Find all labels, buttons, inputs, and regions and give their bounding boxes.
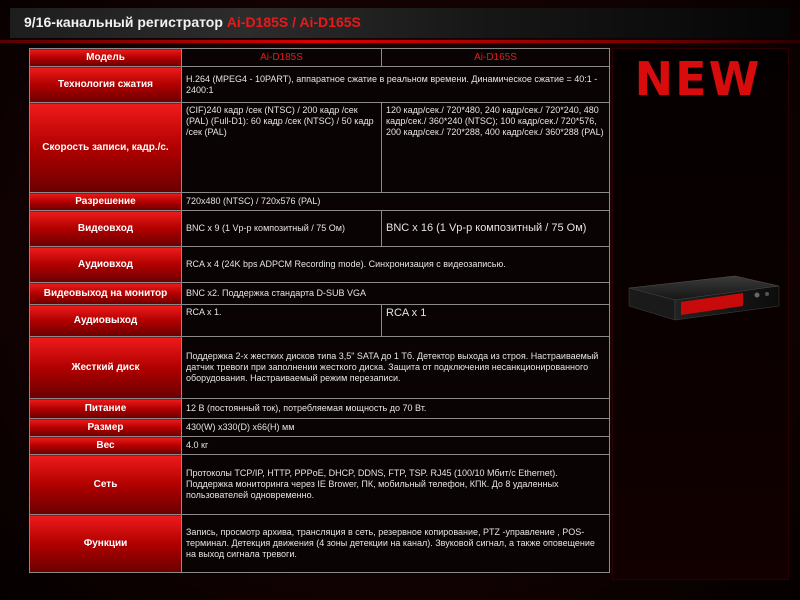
- row-network: [30, 455, 610, 515]
- row-size: [30, 419, 610, 437]
- title-prefix: 9/16-канальный регистратор: [24, 14, 227, 30]
- row-label: Вес: [30, 437, 182, 455]
- row-value-model-1: RCA x 1.: [182, 305, 382, 337]
- header-divider: [0, 40, 800, 43]
- row-value: 720x480 (NTSC) / 720x576 (PAL): [182, 193, 610, 211]
- row-functions: [30, 515, 610, 573]
- row-value-model-2: RCA x 1: [382, 305, 610, 337]
- row-value: 430(W) x330(D) x66(H) мм: [182, 419, 610, 437]
- row-value-model-2: BNC x 16 (1 Vp-p композитный / 75 Ом): [382, 211, 610, 247]
- row-value: Поддержка 2-х жестких дисков типа 3,5" SATA до 1 Тб. Детектор выхода из строя. Настраиваемый датчик тревоги при заполнении жесткого диска. Защита от подключения несанкционированного оборудования. Настраиваемый режим перезаписи.: [182, 337, 610, 399]
- row-weight: [30, 437, 610, 455]
- header-model-2: Ai-D165S: [382, 49, 610, 67]
- row-label: Разрешение: [30, 193, 182, 211]
- row-record-speed: [30, 103, 610, 193]
- row-hdd: [30, 337, 610, 399]
- row-label: Технология сжатия: [30, 67, 182, 103]
- row-label: Скорость записи, кадр./с.: [30, 103, 182, 193]
- row-value-model-2: 120 кадр/сек./ 720*480, 240 кадр/сек./ 720*240, 480 кадр/сек./ 360*240 (NTSC); 100 кадр/сек./ 720*576, 200 кадр/сек./ 720*288, 400 кадр/сек./ 360*288 (PAL): [382, 103, 610, 193]
- row-value: 12 В (постоянный ток), потребляемая мощность до 70 Вт.: [182, 399, 610, 419]
- row-power: [30, 399, 610, 419]
- row-value-model-1: BNC x 9 (1 Vp-p композитный / 75 Ом): [182, 211, 382, 247]
- row-value: Запись, просмотр архива, трансляция в сеть, резервное копирование, PTZ -управление , POS-терминал. Детекция движения (4 зоны детекции на канал). Звуковой сигнал, а также оповещение на выход сигнала тревоги.: [182, 515, 610, 573]
- row-value: RCA x 4 (24K bps ADPCM Recording mode). Синхронизация с видеозаписью.: [182, 247, 610, 283]
- row-value: BNC x2. Поддержка стандарта D-SUB VGA: [182, 283, 610, 305]
- row-value: H.264 (MPEG4 - 10PART), аппаратное сжатие в реальном времени. Динамическое сжатие = 40:1 - 2400:1: [182, 67, 610, 103]
- row-label: Аудиовыход: [30, 305, 182, 337]
- row-audio-in: [30, 247, 610, 283]
- row-label: Функции: [30, 515, 182, 573]
- row-video-out: [30, 283, 610, 305]
- row-resolution: [30, 193, 610, 211]
- header-model-label: Модель: [30, 49, 182, 67]
- row-label: Питание: [30, 399, 182, 419]
- table-header-row: [30, 49, 610, 67]
- row-audio-out: [30, 305, 610, 337]
- title-models: Ai-D185S / Ai-D165S: [226, 14, 361, 30]
- row-compression: [30, 67, 610, 103]
- row-label: Видеовыход на монитор: [30, 283, 182, 305]
- dvr-device-image: [623, 268, 783, 332]
- spec-table: [29, 48, 610, 573]
- new-badge: NEW: [634, 52, 762, 106]
- page-title: [10, 8, 790, 38]
- row-label: Аудиовход: [30, 247, 182, 283]
- row-value: Протоколы TCP/IP, HTTP, PPPoE, DHCP, DDNS, FTP, TSP. RJ45 (100/10 Мбит/с Ethernet). Поддержка мониторинга через IE Brower, ПК, мобильный телефон, КПК. До 8 удаленных пользователей одновременно.: [182, 455, 610, 515]
- row-label: Жесткий диск: [30, 337, 182, 399]
- row-value-model-1: (CIF)240 кадр /сек (NTSC) / 200 кадр /сек (PAL) (Full-D1): 60 кадр /сек (NTSC) / 50 кадр /сек (PAL): [182, 103, 382, 193]
- header-model-1: Ai-D185S: [182, 49, 382, 67]
- row-label: Видеовход: [30, 211, 182, 247]
- row-video-in: [30, 211, 610, 247]
- row-label: Сеть: [30, 455, 182, 515]
- row-value: 4.0 кг: [182, 437, 610, 455]
- row-label: Размер: [30, 419, 182, 437]
